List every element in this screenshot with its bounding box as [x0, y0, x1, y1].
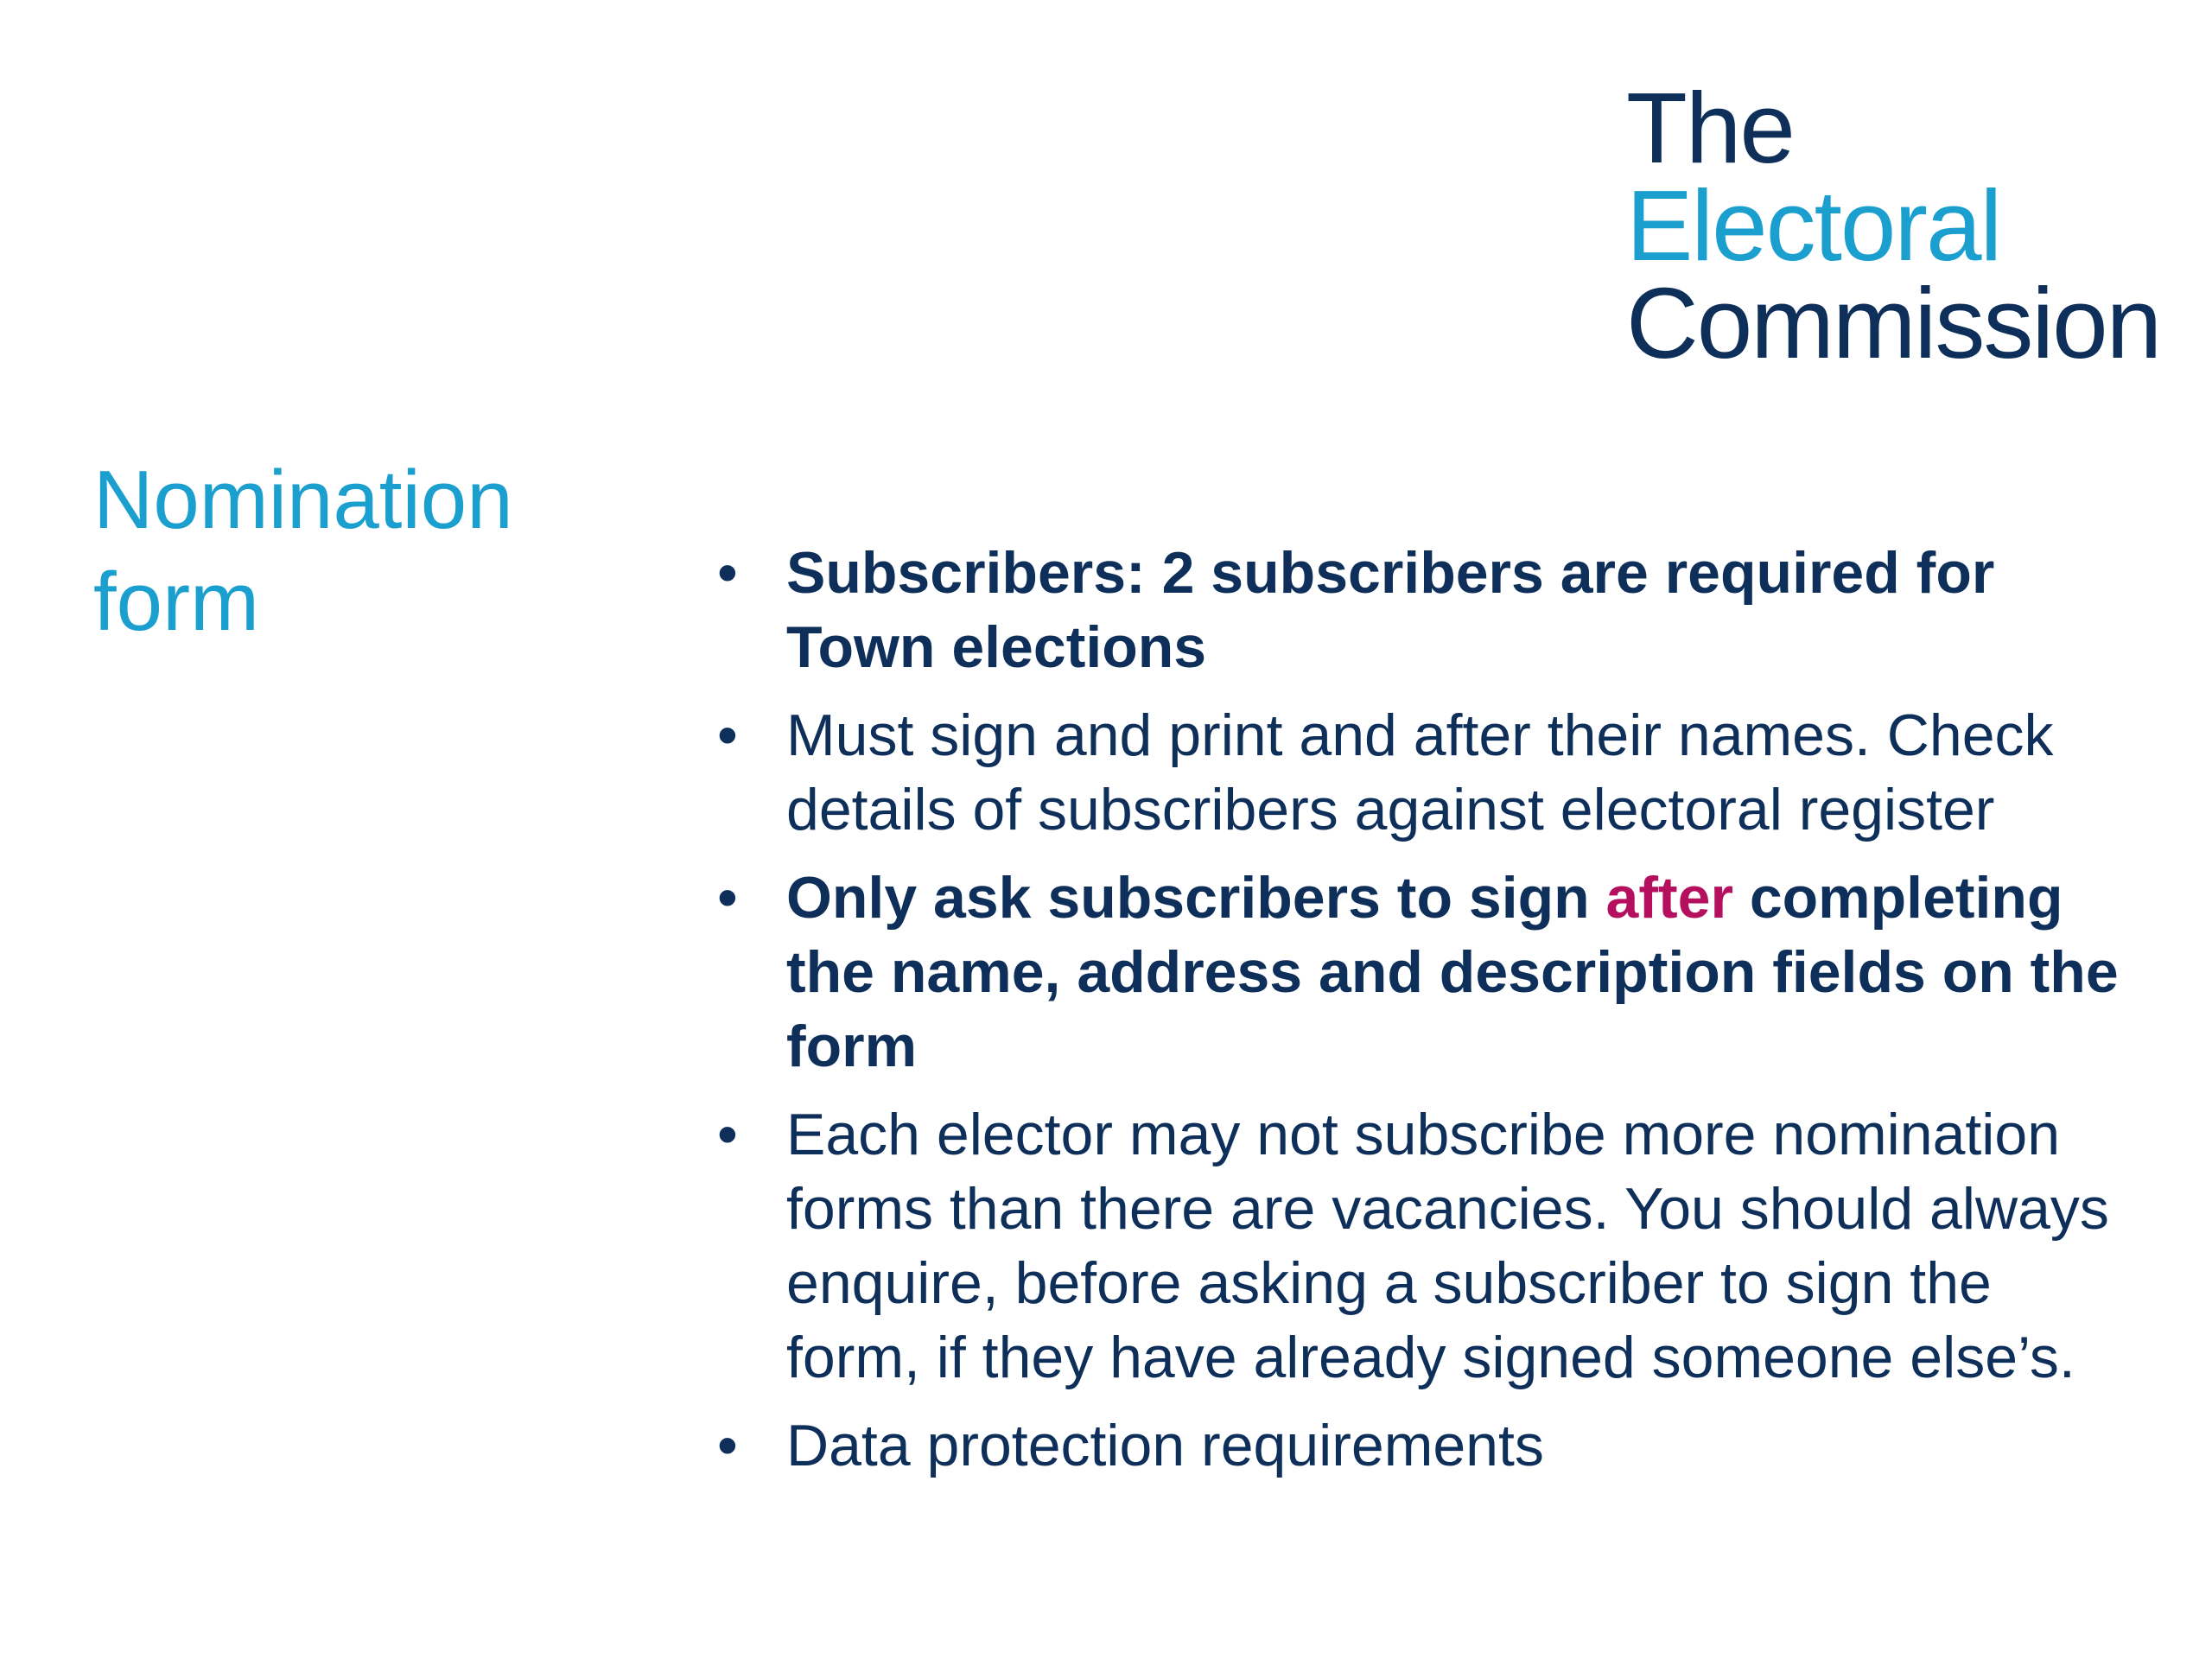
bullet-text: Data protection requirements	[786, 1413, 1544, 1478]
logo-line-electoral: Electoral	[1626, 169, 2001, 282]
bullet-dot-icon: •	[717, 865, 738, 931]
bullet-item-only-ask	[717, 861, 2134, 1084]
title-line-2: form	[93, 556, 259, 648]
bullet-item-data-protection	[717, 1408, 2134, 1483]
bullet-text-part-1: Only ask subscribers to sign	[786, 865, 1606, 931]
slide-title	[93, 449, 629, 653]
bullet-dot-icon: •	[717, 540, 738, 606]
electoral-commission-logo	[1626, 72, 2161, 379]
bullet-text: Must sign and print and after their names. Check details of subscribers against electoral register	[786, 702, 2054, 842]
bullet-text: Subscribers: 2 subscribers are required for Town elections	[786, 540, 1995, 680]
logo-line-commission: Commission	[1626, 267, 2161, 379]
logo-line-the: The	[1626, 72, 1794, 184]
title-line-1: Nomination	[93, 454, 513, 546]
bullet-dot-icon: •	[717, 1102, 738, 1167]
bullet-dot-icon: •	[717, 1413, 738, 1478]
bullet-text-part-2: completing the name, address and description fields on the form	[786, 865, 2119, 1079]
bullet-item-must-sign	[717, 698, 2134, 847]
emphasis-after: after	[1605, 865, 1733, 931]
bullet-item-each-elector	[717, 1097, 2134, 1395]
bullet-dot-icon: •	[717, 702, 738, 768]
bullet-item-subscribers	[717, 536, 2134, 684]
bullet-list	[717, 536, 2134, 1497]
bullet-text: Each elector may not subscribe more nomination forms than there are vacancies. You should always enquire, before asking a subscriber to sign the form, if they have already signed someone else’s.	[786, 1102, 2109, 1390]
